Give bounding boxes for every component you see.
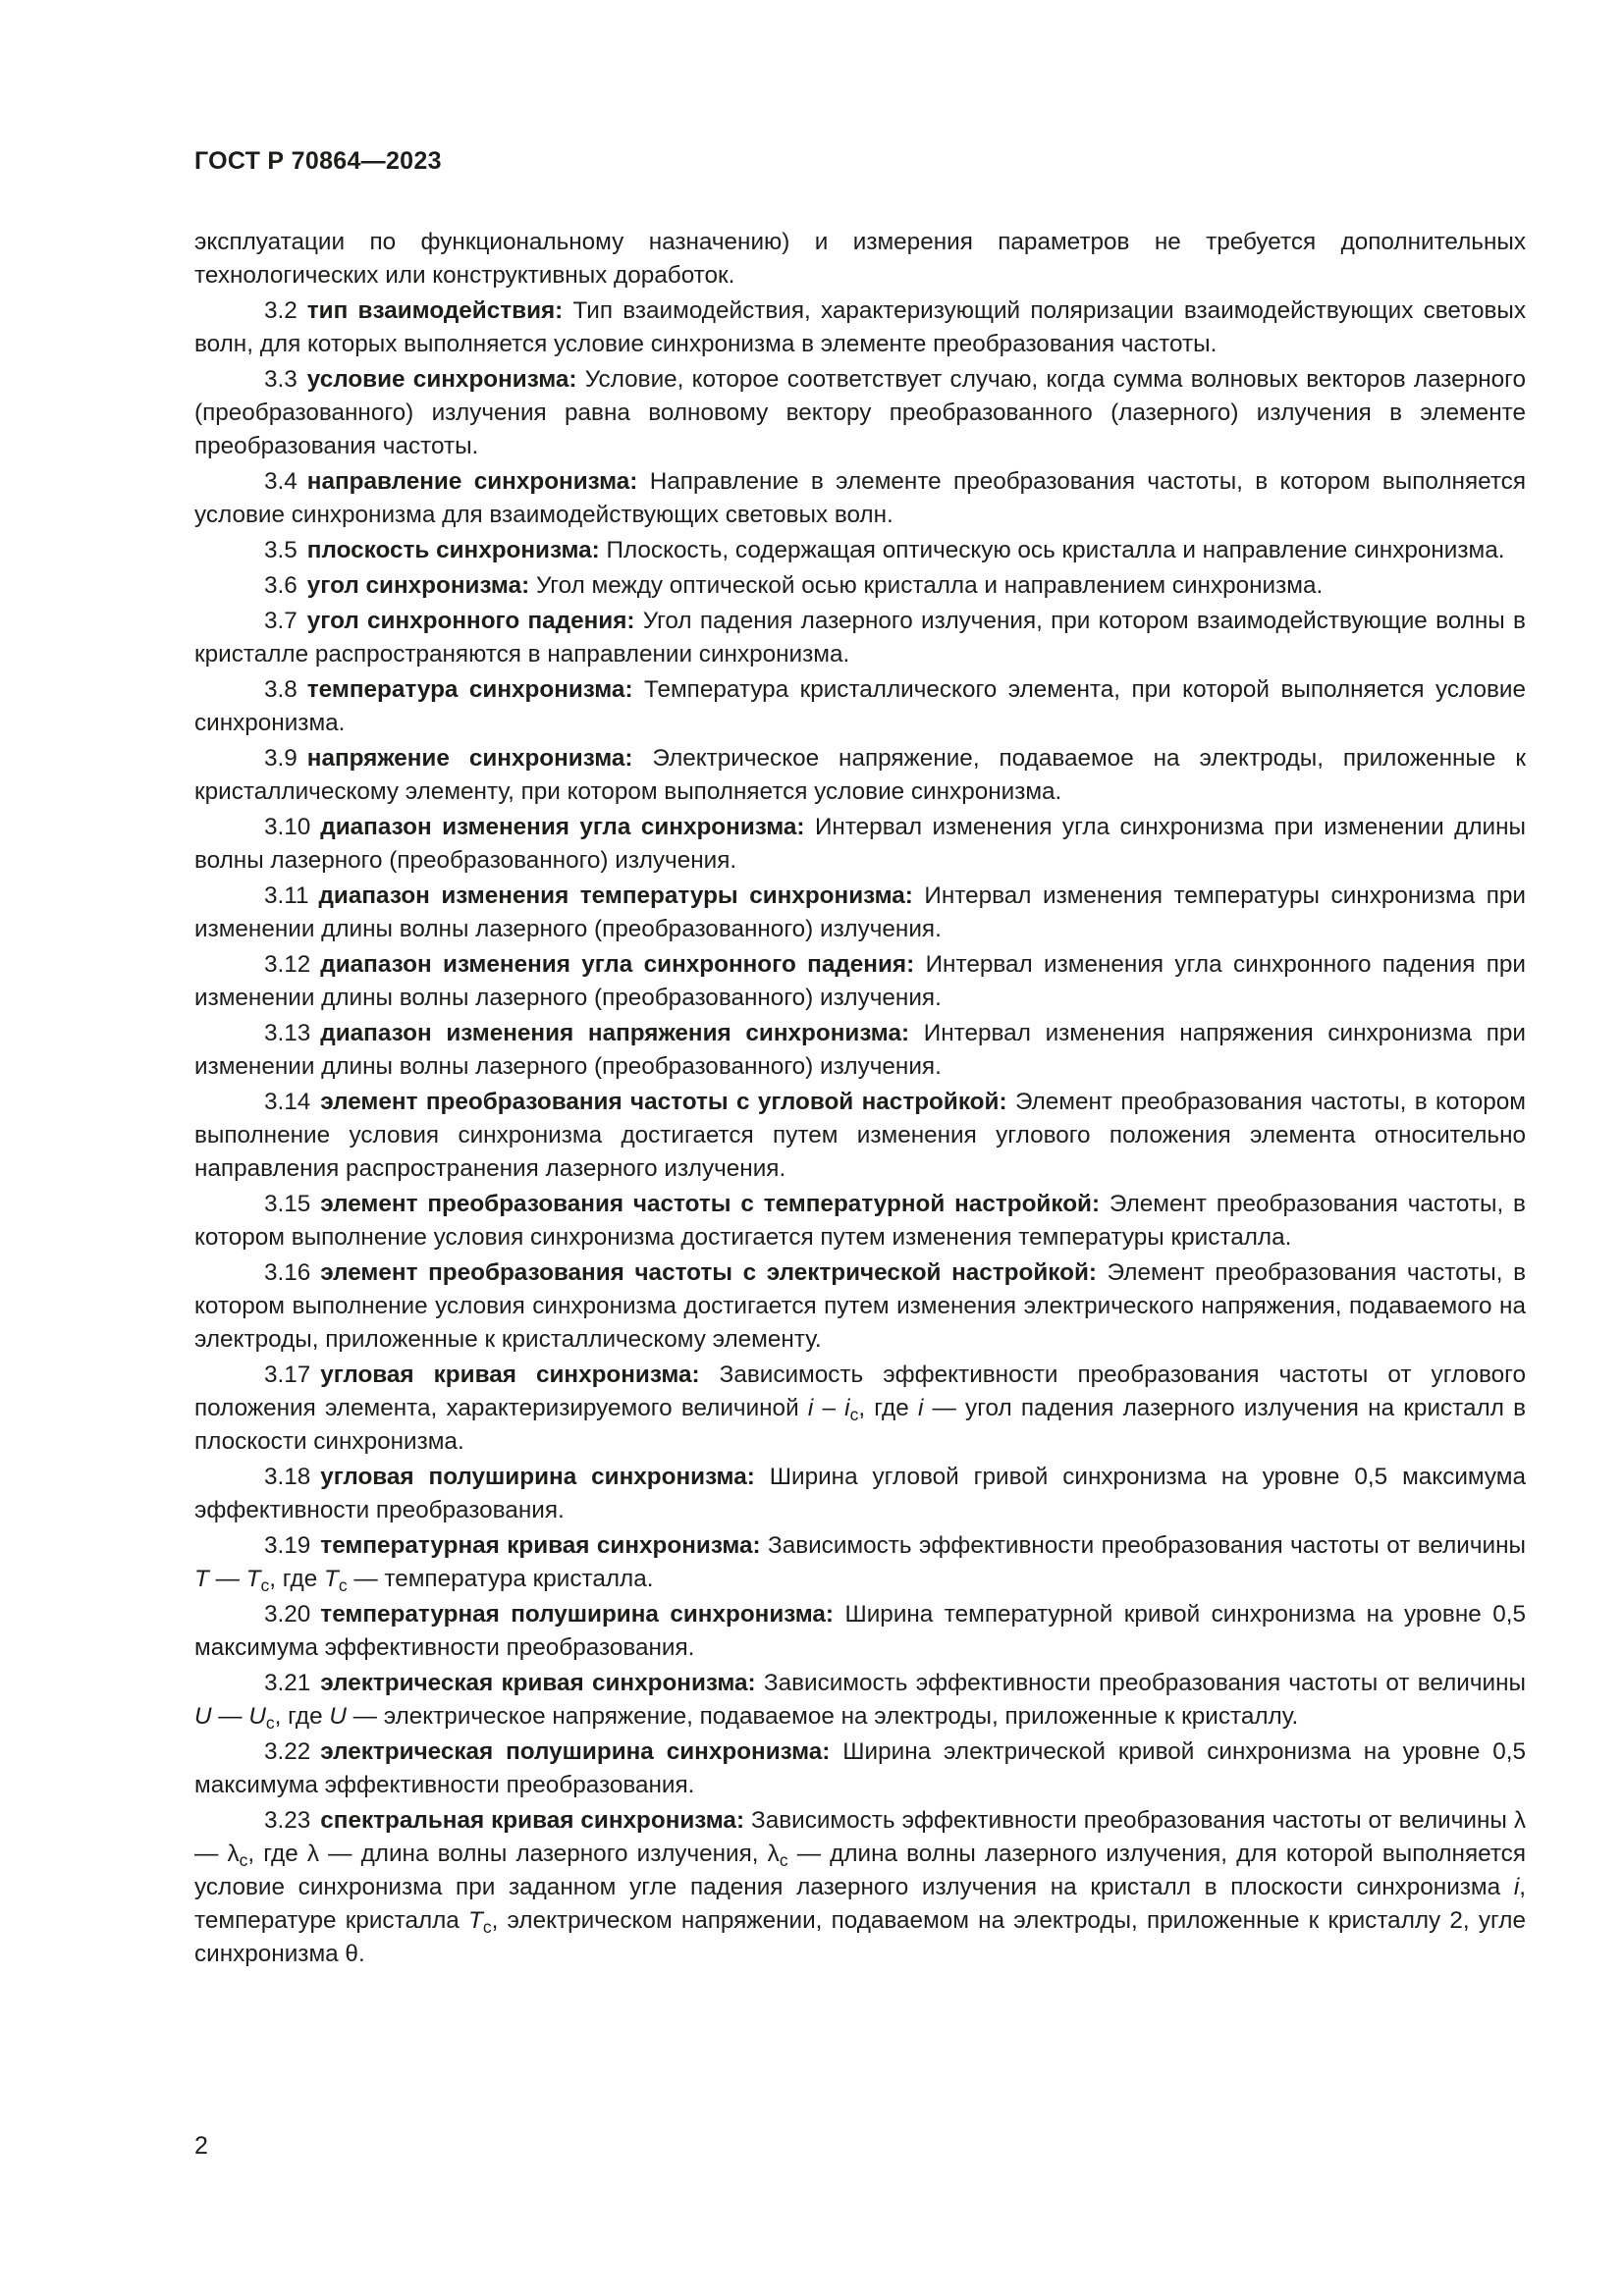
term-3-21: [194, 1667, 1526, 1734]
formula-var: λ: [1513, 1807, 1526, 1834]
term-number: 3.18: [264, 1464, 311, 1490]
formula-var: λ: [306, 1841, 320, 1867]
term-3-2: [194, 294, 1526, 361]
term-definition: Ширина температурной кривой синхронизма на уровне 0,5 максимума эффективности преобразования.: [194, 1601, 1526, 1661]
term-number: 3.5: [264, 537, 298, 563]
formula-var: i: [1513, 1874, 1520, 1900]
formula-subscript: с: [338, 1575, 348, 1595]
term-title: угловая полуширина синхронизма:: [320, 1464, 755, 1490]
term-title: температурная полуширина синхронизма:: [320, 1601, 835, 1628]
term-definition: Зависимость эффективности преобразования частоты от величины: [768, 1532, 1526, 1559]
term-number: 3.23: [264, 1807, 311, 1834]
page-number: 2: [194, 2132, 208, 2160]
term-3-20: [194, 1598, 1526, 1665]
term-3-23: [194, 1804, 1526, 1971]
term-3-8: [194, 673, 1526, 740]
term-title: условие синхронизма:: [306, 366, 577, 393]
term-definition: Ширина угловой гривой синхронизма на уровне 0,5 максимума эффективности преобразования.: [194, 1464, 1526, 1523]
term-title: диапазон изменения температуры синхронизма:: [318, 882, 913, 909]
term-number: 3.15: [264, 1191, 311, 1217]
term-3-16: [194, 1256, 1526, 1357]
term-number: 3.2: [264, 297, 298, 324]
term-definition: Элемент преобразования частоты, в котором выполнение условия синхронизма достигается путем изменения температуры кристалла.: [194, 1191, 1526, 1251]
terms-body: [194, 226, 1526, 1973]
term-number: 3.17: [264, 1362, 311, 1388]
term-title: температура синхронизма:: [306, 676, 633, 703]
term-definition: , температуре кристалла: [194, 1874, 1526, 1934]
term-number: 3.11: [264, 882, 309, 909]
term-3-6: [194, 569, 1526, 603]
term-title: угловая кривая синхронизма:: [320, 1362, 700, 1388]
term-number: 3.22: [264, 1738, 311, 1765]
term-title: элемент преобразования частоты с температурной настройкой:: [320, 1191, 1101, 1217]
term-definition: — угол падения лазерного излучения на кристалл в плоскости синхронизма.: [194, 1395, 1526, 1455]
term-title: диапазон изменения угла синхронного падения:: [320, 951, 915, 978]
term-title: электрическая полуширина синхронизма:: [320, 1738, 831, 1765]
formula-var: U: [329, 1703, 347, 1730]
term-definition: , где: [247, 1841, 307, 1867]
term-number: 3.13: [264, 1020, 311, 1046]
term-number: 3.3: [264, 366, 298, 393]
formula-operator: —: [211, 1703, 249, 1730]
term-definition: Интервал изменения угла синхронизма при изменении длины волны лазерного (преобразованного) излучения.: [194, 814, 1526, 874]
term-definition: , электрическом напряжении, подаваемом на электроды, приложенные к кристаллу 2, угле синхронизма: [194, 1907, 1526, 1967]
term-definition: Тип взаимодействия, характеризующий поляризации взаимодействующих световых волн, для которых выполняется условие синхронизма в элементе преобразования частоты.: [194, 297, 1526, 357]
term-definition: Угол падения лазерного излучения, при котором взаимодействующие волны в кристалле распространяются в направлении синхронизма.: [194, 608, 1526, 667]
term-3-19: [194, 1529, 1526, 1596]
term-number: 3.12: [264, 951, 311, 978]
term-3-22: [194, 1735, 1526, 1802]
intro-paragraph: эксплуатации по функциональному назначению) и измерения параметров не требуется дополнительных технологических или конструктивных доработок.: [194, 229, 1526, 289]
term-title: элемент преобразования частоты с электрической настройкой:: [320, 1259, 1098, 1286]
term-number: 3.14: [264, 1089, 311, 1115]
term-definition: — длина волны лазерного излучения, для которой выполняется условие синхронизма при заданном угле падения лазерного излучения на кристалл в плоскости синхронизма: [194, 1841, 1526, 1900]
term-3-7: [194, 605, 1526, 671]
term-number: 3.19: [264, 1532, 311, 1559]
term-number: 3.6: [264, 572, 298, 599]
term-definition: , где: [858, 1395, 918, 1421]
term-3-14: [194, 1086, 1526, 1186]
term-definition: Направление в элементе преобразования частоты, в котором выполняется условие синхронизма для взаимодействующих световых волн.: [194, 468, 1526, 528]
term-3-11: [194, 880, 1526, 946]
formula-subscript: с: [265, 1712, 275, 1733]
term-number: 3.10: [264, 814, 311, 840]
term-title: температурная кривая синхронизма:: [320, 1532, 761, 1559]
term-number: 3.21: [264, 1670, 311, 1696]
term-number: 3.4: [264, 468, 298, 495]
formula-var: λ: [227, 1841, 240, 1867]
formula-var: T: [245, 1566, 261, 1592]
term-definition: Ширина электрической кривой синхронизма на уровне 0,5 максимума эффективности преобразования.: [194, 1738, 1526, 1798]
term-definition: Элемент преобразования частоты, в котором выполнение условия синхронизма достигается путем изменения углового положения элемента относительно направления распространения лазерного излучения.: [194, 1089, 1526, 1182]
term-number: 3.9: [264, 745, 298, 772]
formula-var: T: [468, 1907, 483, 1934]
term-definition: Элемент преобразования частоты, в котором выполнение условия синхронизма достигается путем изменения электрического напряжения, подаваемого на электроды, приложенные к кристаллическому элементу.: [194, 1259, 1526, 1353]
term-definition: , где: [274, 1703, 330, 1730]
term-title: диапазон изменения напряжения синхронизма:: [320, 1020, 910, 1046]
term-title: элемент преобразования частоты с угловой настройкой:: [320, 1089, 1007, 1115]
term-number: 3.7: [264, 608, 298, 634]
term-3-15: [194, 1188, 1526, 1255]
formula-operator: –: [813, 1395, 845, 1421]
formula-var: T: [194, 1566, 209, 1592]
term-3-9: [194, 742, 1526, 809]
formula-var: λ: [767, 1841, 780, 1867]
formula-var: i: [807, 1395, 814, 1421]
term-3-13: [194, 1017, 1526, 1084]
term-title: направление синхронизма:: [306, 468, 638, 495]
term-number: 3.16: [264, 1259, 311, 1286]
formula-subscript: с: [779, 1849, 788, 1870]
term-3-3: [194, 363, 1526, 463]
formula-subscript: с: [482, 1916, 492, 1937]
term-3-17: [194, 1359, 1526, 1459]
term-3-18: [194, 1461, 1526, 1527]
term-title: диапазон изменения угла синхронизма:: [320, 814, 805, 840]
formula-subscript: с: [239, 1849, 248, 1870]
term-definition: Температура кристаллического элемента, при которой выполняется условие синхронизма.: [194, 676, 1526, 736]
term-definition: Зависимость эффективности преобразования частоты от величины: [751, 1807, 1514, 1834]
formula-operator: —: [194, 1841, 228, 1867]
term-number: 3.20: [264, 1601, 311, 1628]
term-definition: .: [357, 1941, 365, 1967]
term-definition: Интервал изменения температуры синхронизма при изменении длины волны лазерного (преобразованного) излучения.: [194, 882, 1526, 942]
formula-var: U: [248, 1703, 266, 1730]
term-definition: Плоскость, содержащая оптическую ось кристалла и направление синхронизма.: [606, 537, 1505, 563]
term-title: электрическая кривая синхронизма:: [320, 1670, 756, 1696]
term-number: 3.8: [264, 676, 298, 703]
term-definition: Электрическое напряжение, подаваемое на электроды, приложенные к кристаллическому элементу, при котором выполняется условие синхронизма.: [194, 745, 1526, 805]
term-definition: Угол между оптической осью кристалла и направлением синхронизма.: [535, 572, 1324, 599]
formula-operator: —: [208, 1566, 246, 1592]
term-title: угол синхронного падения:: [306, 608, 635, 634]
term-3-4: [194, 465, 1526, 532]
term-title: угол синхронизма:: [306, 572, 530, 599]
formula-subscript: c: [849, 1404, 859, 1424]
document-header: ГОСТ Р 70864—2023: [194, 147, 442, 175]
term-title: плоскость синхронизма:: [306, 537, 600, 563]
formula-var: T: [323, 1566, 339, 1592]
term-definition: , где: [269, 1566, 324, 1592]
term-3-10: [194, 811, 1526, 878]
formula-subscript: с: [260, 1575, 270, 1595]
term-3-5: [194, 534, 1526, 567]
term-definition: Условие, которое соответствует случаю, когда сумма волновых векторов лазерного (преобразованного) излучения равна волновому вектору преобразованного (лазерного) излучения в элементе преобразования частоты.: [194, 366, 1526, 459]
term-3-12: [194, 948, 1526, 1015]
term-definition: — температура кристалла.: [347, 1566, 654, 1592]
formula-var: i: [844, 1395, 850, 1421]
term-title: напряжение синхронизма:: [306, 745, 633, 772]
term-definition: — электрическое напряжение, подаваемое на электроды, приложенные к кристаллу.: [346, 1703, 1299, 1730]
term-title: тип взаимодействия:: [306, 297, 564, 324]
term-definition: Зависимость эффективности преобразования частоты от величины: [763, 1670, 1526, 1696]
formula-var: θ: [345, 1941, 358, 1967]
term-definition: Зависимость эффективности преобразования частоты от углового положения элемента, характеризируемого величиной: [194, 1362, 1526, 1421]
formula-var: i: [917, 1395, 924, 1421]
formula-var: U: [194, 1703, 212, 1730]
term-definition: Интервал изменения напряжения синхронизма при изменении длины волны лазерного (преобразованного) излучения.: [194, 1020, 1526, 1080]
term-title: спектральная кривая синхронизма:: [320, 1807, 745, 1834]
term-definition: Интервал изменения угла синхронного падения при изменении длины волны лазерного (преобразованного) излучения.: [194, 951, 1526, 1011]
term-definition: — длина волны лазерного излучения,: [319, 1841, 768, 1867]
